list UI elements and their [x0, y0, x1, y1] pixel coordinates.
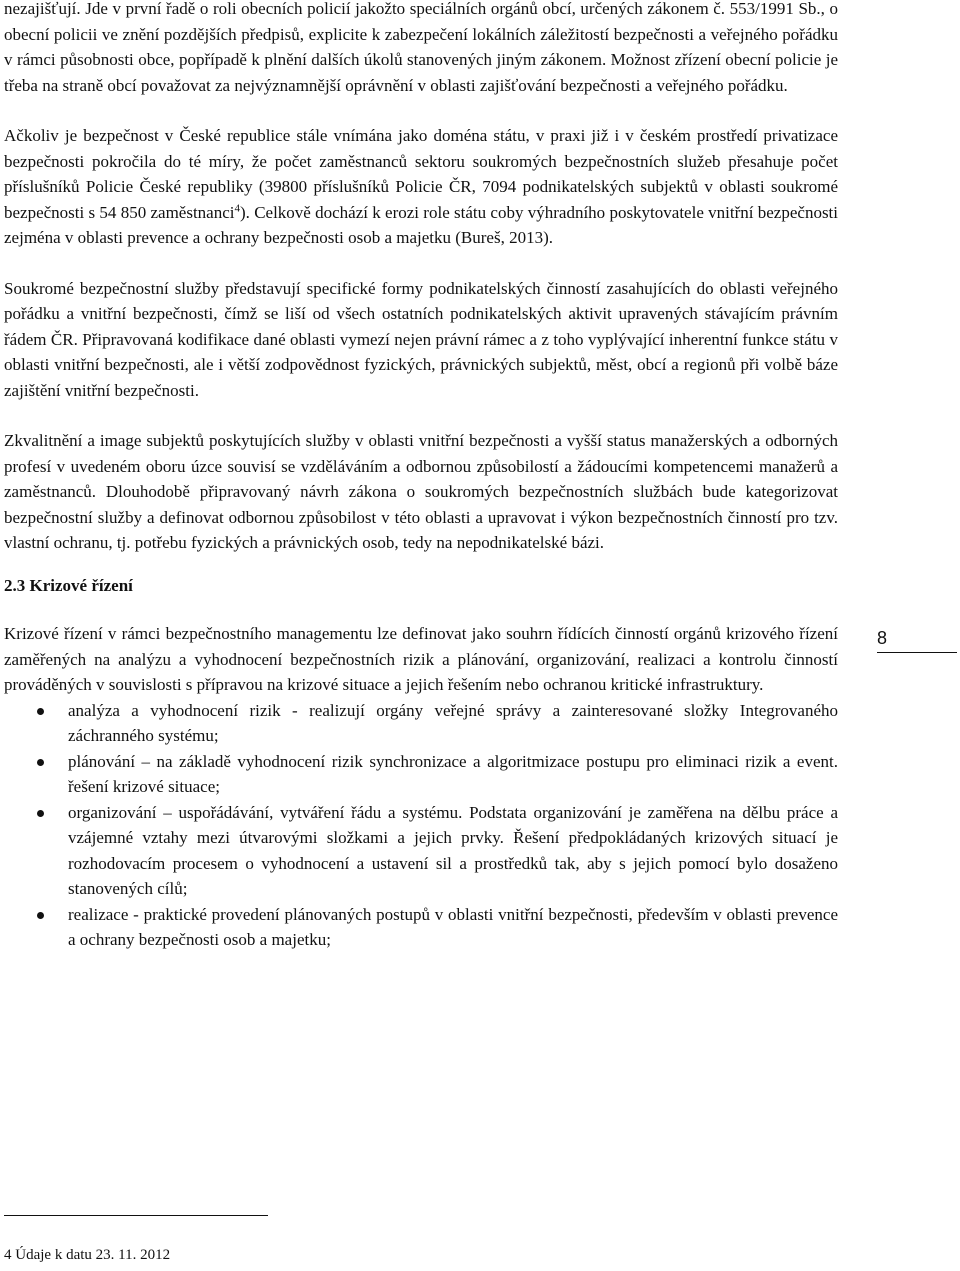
- paragraph-text: Ačkoliv je bezpečnost v České republice stále vnímána jako doména státu, v praxi již i v českém prostředí privatizace bezpečnosti pokročila do té míry, že počet zaměstnanců sektoru soukromých bezpečnostních služeb přesahuje počet příslušníků Policie České republiky (39800 příslušníků Policie ČR, 7094 podnikatelských subjektů v oblasti soukromé bezpečnosti s 54 850 zaměstnanci: [4, 126, 838, 222]
- bullet-list: [4, 698, 838, 953]
- footnote-reference: 4: [234, 201, 240, 214]
- list-item-text: analýza a vyhodnocení rizik - realizují orgány veřejné správy a zainteresované složky Integrovaného záchranného systému;: [68, 700, 838, 745]
- paragraph-private-security-services: Soukromé bezpečnostní služby představují specifické formy podnikatelských činností zasahujících do oblasti veřejného pořádku a vnitřní bezpečnosti, čímž se liší od všech ostatních podnikatelských aktivit upravených stávajícím právním řádem ČR. Připravovaná kodifikace dané oblasti vymezí nejen právní rámec a z toho vyplývající inherentní funkce státu v oblasti vnitřní bezpečnosti, ale i větší zodpovědnost fyzických, právnických subjektů, měst, obcí a regionů při volbě báze zajištění vnitřní bezpečnosti.: [4, 278, 838, 400]
- section-heading: 2.3 Krizové řízení: [4, 575, 133, 595]
- paragraph-private-security-statistics: [4, 123, 838, 251]
- list-item: [4, 800, 838, 902]
- bullet-icon: [37, 912, 44, 919]
- list-item-text: realizace - praktické provedení plánovaných postupů v oblasti vnitřní bezpečnosti, především v oblasti prevence a ochrany bezpečnosti osob a majetku;: [68, 904, 838, 949]
- document-body: [4, 0, 838, 953]
- footnote-divider: [4, 1215, 268, 1216]
- bullet-icon: [37, 759, 44, 766]
- list-item-text: organizování – uspořádávání, vytváření řádu a systému. Podstata organizování je zaměřena na dělbu práce a vzájemné vztahy mezi útvarovými složkami a jejich prvky. Řešení předpokládaných krizových situací je rozhodovacím procesem o vyhodnocení a ustavení sil a prostředků tak, aby s jejich pomocí bylo dosaženo stanovených cílů;: [68, 802, 838, 898]
- list-item: [4, 698, 838, 749]
- list-item: [4, 902, 838, 953]
- list-item-text: plánování – na základě vyhodnocení rizik synchronizace a algoritmizace postupu pro eliminaci rizik a event. řešení krizové situace;: [68, 751, 838, 796]
- list-item: [4, 749, 838, 800]
- bullet-icon: [37, 810, 44, 817]
- paragraph-security-quality: Zkvalitnění a image subjektů poskytujících služby v oblasti vnitřní bezpečnosti a vyšší status manažerských a odborných profesí v uvedeném oboru úzce souvisí se vzděláváním a odbornou způsobilostí a žádoucími kompetencemi manažerů a zaměstnanců. Dlouhodobě připravovaný návrh zákona o soukromých bezpečnostních službách bude kategorizovat bezpečnostní služby a definovat odbornou způsobilost v této oblasti a upravovat i výkon bezpečnostních činností pro tzv. vlastní ochranu, tj. potřebu fyzických a právnických osob, tedy na nepodnikatelské bázi.: [4, 431, 838, 552]
- paragraph-municipal-police: nezajišťují. Jde v první řadě o roli obecních policií jakožto speciálních orgánů obcí, určených zákonem č. 553/1991 Sb., o obecní policii ve znění pozdějších předpisů, explicite k zabezpečení lokálních záležitostí bezpečnosti a veřejného pořádku v rámci působnosti obce, popřípadě k plnění dalších úkolů stanovených jiným zákonem. Možnost zřízení obecní policie je třeba na straně obcí považovat za nejvýznamnější oprávnění v oblasti zajišťování bezpečnosti a veřejného pořádku.: [4, 0, 838, 95]
- footnote: 4 Údaje k datu 23. 11. 2012: [4, 1247, 171, 1263]
- paragraph-crisis-management: Krizové řízení v rámci bezpečnostního managementu lze definovat jako souhrn řídících činností orgánů krizového řízení zaměřených na analýzu a vyhodnocení bezpečnostních rizik a plánování, organizování, realizaci a kontrolu činností prováděných v souvislosti s přípravou na krizové situace a jejich řešením nebo ochranou kritické infrastruktury.: [4, 624, 838, 694]
- bullet-icon: [37, 708, 44, 715]
- paragraph-text: ). Celkově dochází k erozi role státu coby výhradního poskytovatele vnitřní bezpečnosti zejména v oblasti prevence a ochrany bezpečnosti osob a majetku (Bureš, 2013).: [4, 202, 838, 247]
- page-number: 8: [877, 624, 957, 653]
